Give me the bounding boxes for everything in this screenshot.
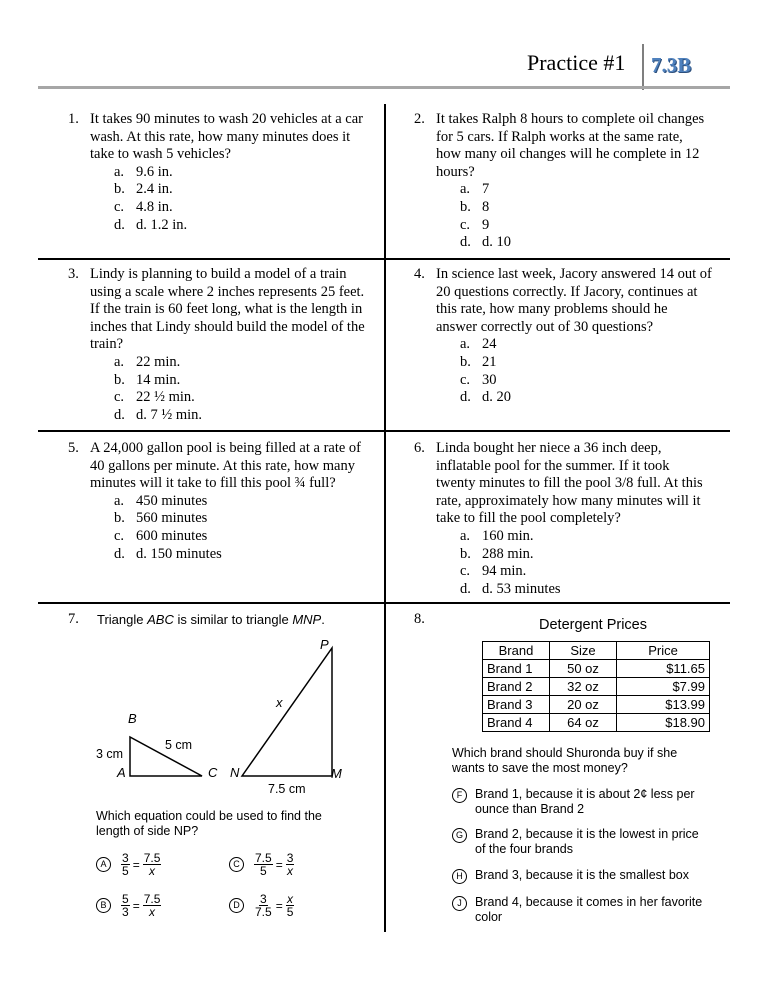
question-number: 4. — [414, 266, 425, 282]
label-b: B — [128, 711, 137, 726]
answer-option — [460, 372, 511, 390]
answer-option — [460, 563, 561, 581]
fraction: $\frac{7.5}{x}$ — [143, 851, 161, 878]
answer-option — [460, 181, 511, 199]
table-cell: 32 oz — [550, 678, 617, 696]
stem-line: for 5 cars. If Ralph works at the same rate, — [436, 128, 683, 145]
label-bc: 5 cm — [165, 738, 193, 752]
table-row — [483, 660, 710, 678]
stem-line: Linda bought her niece a 36 inch deep, — [436, 440, 662, 456]
page-title: Practice #1 — [527, 50, 626, 75]
answer-option — [114, 354, 202, 372]
detergent-table-title: Detergent Prices — [539, 617, 647, 633]
option-letter: c. — [114, 198, 125, 215]
label-a: A — [117, 765, 126, 780]
table-cell: Brand 2 — [483, 678, 550, 696]
question-number: 1. — [68, 111, 79, 127]
option-letter: d. — [460, 389, 471, 406]
q8-choice — [452, 827, 699, 857]
label-n: N — [230, 765, 240, 780]
question-number: 6. — [414, 440, 425, 456]
choice-mark: B — [96, 898, 111, 913]
stem-line: take to wash 5 vehicles? — [90, 146, 231, 163]
stem-line: rate, approximately how many minutes will it — [436, 492, 701, 509]
label-p: P — [320, 637, 329, 652]
option-letter: a. — [460, 528, 471, 544]
stem-line: Lindy is planning to build a model of a train — [90, 266, 347, 282]
stem-line: train? — [90, 336, 124, 353]
question-stem — [90, 111, 363, 164]
q7-choice — [96, 893, 161, 918]
stem-line: twenty minutes to fill the pool 3/8 full. At this — [436, 475, 703, 492]
choice-text: Brand 3, because it is the smallest box — [475, 868, 690, 882]
choice-mark: G — [452, 828, 467, 843]
table-cell: 50 oz — [550, 660, 617, 678]
answer-option — [114, 528, 222, 546]
question-stem — [436, 111, 704, 181]
option-text: 7 — [482, 181, 490, 198]
answer-option — [460, 354, 511, 372]
answer-option — [460, 581, 561, 599]
choice-text: Brand 1, because it is about 2¢ less per ounce than Brand 2 — [475, 787, 695, 816]
table-header: Price — [617, 642, 710, 660]
stem-line: take to fill the pool completely? — [436, 510, 621, 527]
table-cell: 64 oz — [550, 714, 617, 732]
table-row — [483, 678, 710, 696]
answer-options — [114, 354, 202, 424]
table-cell: Brand 1 — [483, 660, 550, 678]
fraction: $\frac{5}{3}$ — [122, 892, 129, 919]
q7-choice — [229, 852, 294, 877]
option-letter: c. — [460, 371, 471, 388]
option-text: d. 7 ½ min. — [136, 406, 203, 423]
answer-option — [460, 528, 561, 546]
triangle-figure — [92, 632, 352, 802]
question-stem — [90, 266, 365, 354]
stem-line: If the train is 60 feet long, what is the length in — [90, 301, 363, 318]
stem-line: answer correctly out of 30 questions? — [436, 318, 654, 335]
option-letter: a. — [114, 354, 125, 370]
fraction: $\frac{3}{5}$ — [122, 851, 129, 878]
option-letter: d. — [114, 545, 125, 562]
stem-line: how many oil changes will he complete in 12 — [436, 146, 700, 163]
option-text: 8 — [482, 198, 490, 215]
answer-option — [460, 389, 511, 407]
table-cell: $11.65 — [617, 660, 710, 678]
question-stem — [90, 440, 361, 493]
stem-line: It takes 90 minutes to wash 20 vehicles at a car — [90, 111, 364, 127]
option-text: 22 min. — [136, 354, 181, 370]
option-text: 160 min. — [482, 528, 534, 544]
answer-option — [460, 336, 511, 354]
option-letter: c. — [460, 216, 471, 233]
option-text: 2.4 in. — [136, 181, 173, 198]
stem-line: inches that Lindy should build the model of the — [90, 318, 365, 335]
answer-option — [114, 407, 202, 425]
question-number: 2. — [414, 111, 425, 127]
option-text: 94 min. — [482, 563, 527, 580]
stem-line: 40 gallons per minute. At this rate, how many — [90, 457, 355, 474]
answer-options — [114, 164, 187, 234]
choice-mark: J — [452, 896, 467, 911]
answer-option — [460, 234, 511, 252]
question-number: 5. — [68, 440, 79, 456]
option-text: 600 minutes — [136, 527, 208, 544]
q8-choice — [452, 787, 695, 817]
label-m: M — [331, 766, 342, 781]
answer-option — [460, 546, 561, 564]
q7-choice — [96, 852, 161, 877]
option-letter: b. — [460, 545, 471, 562]
answer-option — [460, 217, 511, 235]
option-letter: d. — [114, 406, 125, 423]
option-text: d. 10 — [482, 234, 511, 251]
stem-line: A 24,000 gallon pool is being filled at a rate of — [90, 440, 362, 456]
question-number: 7. — [68, 611, 79, 627]
equals-sign: = — [132, 898, 140, 913]
answer-option — [114, 199, 187, 217]
fraction: $\frac{7.5}{x}$ — [143, 892, 161, 919]
table-cell: 20 oz — [550, 696, 617, 714]
choice-mark: C — [229, 857, 244, 872]
table-header: Size — [550, 642, 617, 660]
table-row — [483, 714, 710, 732]
answer-option — [114, 217, 187, 235]
answer-option — [460, 199, 511, 217]
q7-choice — [229, 893, 294, 918]
fraction: $\frac{3}{x}$ — [286, 851, 294, 878]
table-cell: $18.90 — [617, 714, 710, 732]
stem-line: wash. At this rate, how many minutes does it — [90, 128, 351, 145]
label-ab: 3 cm — [96, 747, 124, 761]
stem-line: this rate, how many problems should he — [436, 301, 668, 318]
option-text: d. 20 — [482, 389, 511, 406]
option-letter: b. — [114, 181, 125, 198]
option-letter: a. — [460, 336, 471, 353]
option-text: 4.8 in. — [136, 198, 173, 215]
option-letter: b. — [460, 198, 471, 215]
question-stem — [436, 266, 712, 336]
choice-mark: D — [229, 898, 244, 913]
answer-option — [114, 372, 202, 390]
fraction: $\frac{3}{7.5}$ — [255, 892, 272, 919]
option-text: 22 ½ min. — [136, 389, 195, 406]
triangle-mnp — [242, 648, 332, 776]
option-letter: c. — [114, 527, 125, 544]
option-text: d. 53 minutes — [482, 580, 561, 597]
answer-option — [114, 493, 222, 511]
column-divider — [384, 104, 386, 932]
answer-option — [114, 510, 222, 528]
choice-text: Brand 2, because it is the lowest in price of the four brands — [475, 827, 699, 856]
answer-options — [114, 493, 222, 563]
label-x: x — [276, 695, 283, 710]
answer-option — [114, 546, 222, 564]
option-text: 560 minutes — [136, 510, 208, 527]
option-letter: d. — [460, 580, 471, 597]
option-letter: d. — [460, 234, 471, 251]
stem-line: inflatable pool for the summer. If it took — [436, 457, 670, 474]
q8-question: Which brand should Shuronda buy if she wants to save the most money? — [452, 746, 678, 775]
option-letter: b. — [460, 353, 471, 370]
standard-code: 7.3B — [651, 53, 692, 77]
answer-option — [114, 164, 187, 182]
option-text: 9 — [482, 216, 490, 233]
table-row — [483, 696, 710, 714]
option-text: 9.6 in. — [136, 163, 173, 180]
choice-mark: A — [96, 857, 111, 872]
detergent-table — [482, 641, 710, 732]
table-cell: Brand 3 — [483, 696, 550, 714]
option-text: d. 1.2 in. — [136, 216, 188, 233]
header-rule — [38, 86, 730, 89]
stem-line: using a scale where 2 inches represents 25 feet. — [90, 283, 365, 300]
option-text: d. 150 minutes — [136, 545, 222, 562]
table-cell: $7.99 — [617, 678, 710, 696]
question-stem — [436, 440, 703, 528]
q8-choice — [452, 868, 689, 884]
option-text: 288 min. — [482, 545, 534, 562]
option-letter: a. — [114, 492, 125, 509]
choice-text: Brand 4, because it comes in her favorite color — [475, 895, 703, 924]
stem-line: 20 questions correctly. If Jacory, continues at — [436, 283, 698, 300]
option-letter: a. — [114, 163, 125, 180]
stem-line: hours? — [436, 163, 475, 180]
answer-option — [114, 181, 187, 199]
question-number: 8. — [414, 611, 425, 627]
header-divider — [642, 44, 644, 90]
stem-line: In science last week, Jacory answered 14 out of — [436, 266, 712, 282]
fraction: $\frac{x}{5}$ — [286, 892, 294, 919]
option-text: 30 — [482, 371, 497, 388]
table-cell: $13.99 — [617, 696, 710, 714]
label-nm: 7.5 cm — [268, 782, 306, 796]
choice-mark: F — [452, 788, 467, 803]
table-header: Brand — [483, 642, 550, 660]
answer-options — [460, 528, 561, 598]
option-text: 450 minutes — [136, 492, 208, 509]
equals-sign: = — [275, 857, 283, 872]
option-letter: c. — [114, 389, 125, 406]
label-c: C — [208, 765, 218, 780]
equals-sign: = — [132, 857, 140, 872]
fraction: $\frac{7.5}{5}$ — [255, 851, 272, 878]
option-text: 21 — [482, 353, 497, 370]
question-number: 3. — [68, 266, 79, 282]
answer-options — [460, 336, 511, 406]
equals-sign: = — [275, 898, 283, 913]
option-text: 24 — [482, 336, 497, 353]
answer-option — [114, 389, 202, 407]
stem-line: It takes Ralph 8 hours to complete oil changes — [436, 111, 705, 127]
table-cell: Brand 4 — [483, 714, 550, 732]
option-letter: b. — [114, 371, 125, 388]
option-letter: c. — [460, 563, 471, 580]
q7-question: Which equation could be used to find the length of side NP? — [96, 809, 322, 838]
answer-options — [460, 181, 511, 251]
option-letter: a. — [460, 181, 471, 198]
table-header-row — [483, 642, 710, 660]
q7-stem: Triangle ABC is similar to triangle MNP. — [97, 612, 325, 627]
stem-line: minutes will it take to fill this pool ¾ full? — [90, 475, 336, 492]
option-text: 14 min. — [136, 371, 181, 388]
option-letter: d. — [114, 216, 125, 233]
choice-mark: H — [452, 869, 467, 884]
option-letter: b. — [114, 510, 125, 527]
q8-choice — [452, 895, 702, 925]
